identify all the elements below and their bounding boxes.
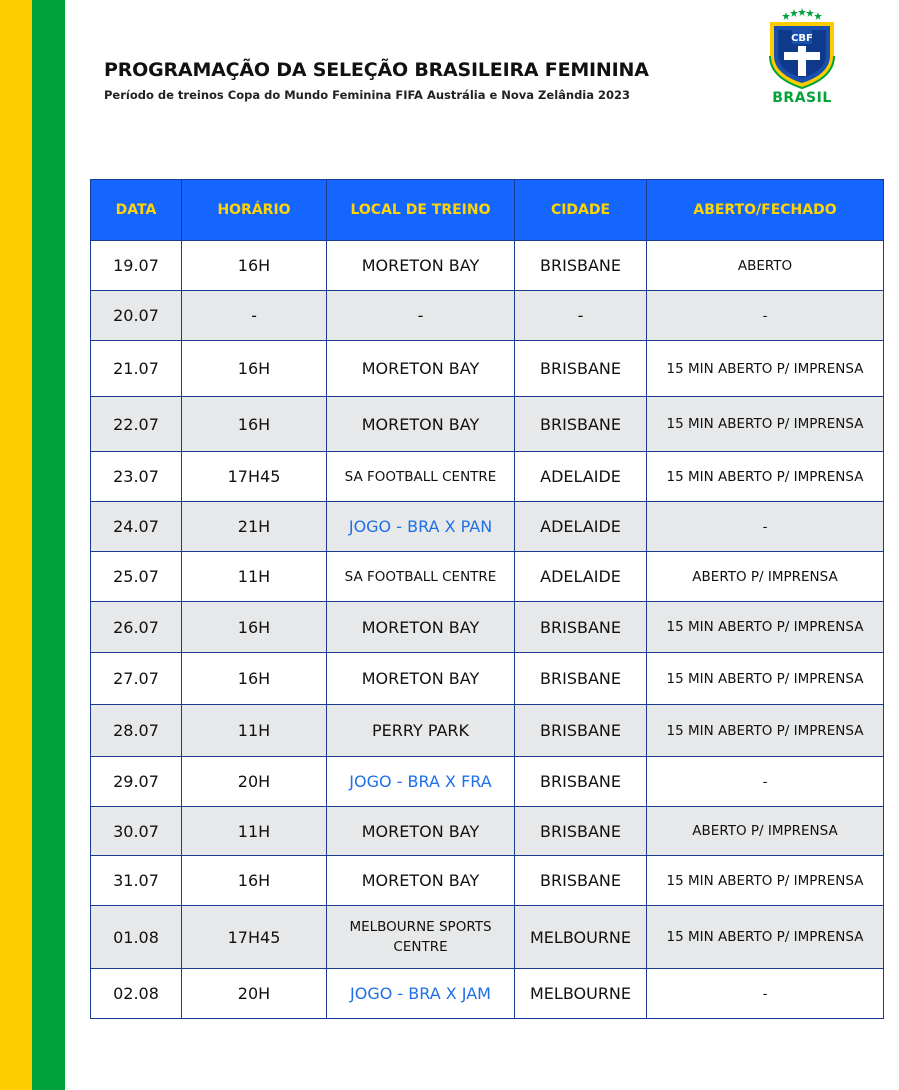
cell-horario: 16H (182, 341, 327, 397)
column-header-data: DATA (91, 180, 182, 241)
cell-data: 21.07 (91, 341, 182, 397)
table-row (91, 341, 884, 397)
cell-horario: 16H (182, 602, 327, 653)
column-header-cidade: CIDADE (515, 180, 647, 241)
cell-horario: 11H (182, 807, 327, 856)
cell-status: - (647, 757, 884, 807)
cell-cidade: BRISBANE (515, 602, 647, 653)
brasil-wordmark: BRASIL (772, 90, 832, 106)
svg-text:CBF: CBF (791, 33, 813, 44)
cell-local: MORETON BAY (327, 856, 515, 906)
cell-status: 15 MIN ABERTO P/ IMPRENSA (647, 653, 884, 705)
cell-status: 15 MIN ABERTO P/ IMPRENSA (647, 906, 884, 969)
cell-local: SA FOOTBALL CENTRE (327, 452, 515, 502)
schedule-table (90, 179, 884, 1019)
cell-local: SA FOOTBALL CENTRE (327, 552, 515, 602)
column-header-local: LOCAL DE TREINO (327, 180, 515, 241)
cell-cidade: - (515, 291, 647, 341)
cell-data: 27.07 (91, 653, 182, 705)
cell-local: MORETON BAY (327, 341, 515, 397)
cell-local: MORETON BAY (327, 602, 515, 653)
cell-cidade: BRISBANE (515, 705, 647, 757)
table-row (91, 856, 884, 906)
cell-data: 31.07 (91, 856, 182, 906)
table-row (91, 552, 884, 602)
cell-cidade: MELBOURNE (515, 906, 647, 969)
cell-data: 23.07 (91, 452, 182, 502)
cell-data: 20.07 (91, 291, 182, 341)
cell-status: ABERTO P/ IMPRENSA (647, 807, 884, 856)
cell-data: 30.07 (91, 807, 182, 856)
cell-cidade: BRISBANE (515, 397, 647, 452)
cell-horario: 17H45 (182, 452, 327, 502)
table-row (91, 906, 884, 969)
table-row (91, 653, 884, 705)
cell-horario: 21H (182, 502, 327, 552)
cell-status: 15 MIN ABERTO P/ IMPRENSA (647, 397, 884, 452)
column-header-status: ABERTO/FECHADO (647, 180, 884, 241)
cell-horario: 20H (182, 757, 327, 807)
cell-horario: 17H45 (182, 906, 327, 969)
cell-cidade: BRISBANE (515, 341, 647, 397)
cell-data: 01.08 (91, 906, 182, 969)
cell-local: MORETON BAY (327, 397, 515, 452)
table-row (91, 291, 884, 341)
cell-data: 24.07 (91, 502, 182, 552)
cell-data: 29.07 (91, 757, 182, 807)
table-row (91, 602, 884, 653)
cell-cidade: ADELAIDE (515, 452, 647, 502)
star-icon (782, 8, 822, 20)
cell-status: - (647, 291, 884, 341)
cell-status: 15 MIN ABERTO P/ IMPRENSA (647, 602, 884, 653)
column-header-horario: HORÁRIO (182, 180, 327, 241)
cell-local-game: JOGO - BRA X PAN (327, 502, 515, 552)
cell-local: MORETON BAY (327, 241, 515, 291)
table-row (91, 241, 884, 291)
page-subtitle: Período de treinos Copa do Mundo Feminina FIFA Austrália e Nova Zelândia 2023 (104, 88, 631, 102)
cell-horario: 16H (182, 241, 327, 291)
page-title: PROGRAMAÇÃO DA SELEÇÃO BRASILEIRA FEMININA (104, 59, 649, 81)
green-stripe (32, 0, 65, 1090)
cell-status: 15 MIN ABERTO P/ IMPRENSA (647, 452, 884, 502)
table-row (91, 397, 884, 452)
cell-local-game: JOGO - BRA X JAM (327, 969, 515, 1019)
cell-cidade: BRISBANE (515, 653, 647, 705)
cell-data: 25.07 (91, 552, 182, 602)
cell-horario: - (182, 291, 327, 341)
cell-horario: 11H (182, 552, 327, 602)
cell-cidade: BRISBANE (515, 757, 647, 807)
cell-cidade: ADELAIDE (515, 552, 647, 602)
cell-cidade: MELBOURNE (515, 969, 647, 1019)
cell-status: 15 MIN ABERTO P/ IMPRENSA (647, 705, 884, 757)
cell-local: MELBOURNE SPORTS CENTRE (327, 906, 515, 969)
cell-cidade: BRISBANE (515, 807, 647, 856)
cell-data: 19.07 (91, 241, 182, 291)
table-row (91, 502, 884, 552)
cell-data: 22.07 (91, 397, 182, 452)
cell-local: PERRY PARK (327, 705, 515, 757)
table-row (91, 807, 884, 856)
cell-horario: 16H (182, 856, 327, 906)
cell-local: MORETON BAY (327, 807, 515, 856)
table-row (91, 969, 884, 1019)
cell-status: - (647, 969, 884, 1019)
cell-horario: 16H (182, 653, 327, 705)
cell-data: 02.08 (91, 969, 182, 1019)
cell-status: ABERTO (647, 241, 884, 291)
yellow-stripe (0, 0, 32, 1090)
cell-cidade: BRISBANE (515, 856, 647, 906)
cell-status: 15 MIN ABERTO P/ IMPRENSA (647, 856, 884, 906)
cell-cidade: BRISBANE (515, 241, 647, 291)
cell-cidade: ADELAIDE (515, 502, 647, 552)
table-row (91, 705, 884, 757)
table-header-row (91, 180, 884, 241)
cell-status: - (647, 502, 884, 552)
cell-local-game: JOGO - BRA X FRA (327, 757, 515, 807)
cell-local: MORETON BAY (327, 653, 515, 705)
cell-status: 15 MIN ABERTO P/ IMPRENSA (647, 341, 884, 397)
table-row (91, 757, 884, 807)
cell-horario: 11H (182, 705, 327, 757)
cell-data: 26.07 (91, 602, 182, 653)
cell-horario: 20H (182, 969, 327, 1019)
cell-data: 28.07 (91, 705, 182, 757)
cell-status: ABERTO P/ IMPRENSA (647, 552, 884, 602)
cell-horario: 16H (182, 397, 327, 452)
table-row (91, 452, 884, 502)
cell-local: - (327, 291, 515, 341)
